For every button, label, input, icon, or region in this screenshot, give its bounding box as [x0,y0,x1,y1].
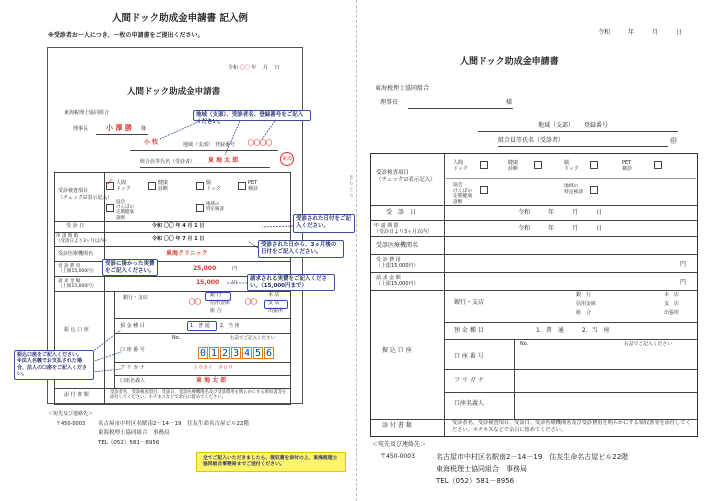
r-kouza-right-note: 右詰でご記入ください [624,342,672,347]
r-bank-label: 銀行・支店 [454,299,485,306]
notice-text: ※受診者お一人につき、一枚の申請書をご提出ください。 [48,32,204,39]
digit-5: 4 [243,348,251,359]
furigana-value: トウカイ タロウ [193,365,233,371]
r-addressee-org: 東海税理士協同組合 [375,85,430,92]
area-value: 小 牧 [144,139,159,146]
digit-1: 0 [199,348,207,359]
jushin-label: 受 診 日 [66,223,85,229]
r-seikyu-label: 請 求 金 額 （上限15,000円） [376,275,419,287]
year-unit: 年 [251,65,257,71]
r-contact-label: ＜宛先及び連絡先＞ [372,441,427,448]
chairman-label: 理事長 [73,126,89,132]
r-seikyu-yen: 円 [680,279,687,286]
furigana-label: フ リ ガ ナ [120,365,145,371]
r-area-label: 地域（支部） [538,122,575,129]
right-page [358,0,709,501]
bank-opt-2: 信用金庫 [210,300,231,306]
member-value: 東 海 太 郎 [208,157,239,164]
branch-opt-1: 本 店 [268,292,280,298]
tenpu-text: 受診者名、受診検査項目、受診日、受診医療機関名及び受診費用を明らかにする領収書等を添付してください。ホチキスなどで余白に留めてください。 [110,390,287,401]
callout-account: 振込口座をご記入ください。 ※法人名義でお支払された場合、法人の口座をご記入ください。 [14,350,94,380]
r-form-table [370,153,698,437]
postal-code: 〒450-0003 [56,421,86,427]
r-checkbox-kyokai[interactable] [480,186,488,194]
r-tenpu-text: 受診者名、受診検査項目、受診日、受診医療機関名及び受診費用を明らかにする領収書等を添付してください。ホチキスなどで余白に留めてください。 [452,420,691,433]
item-pet: PET 検診 [248,180,259,192]
r-shinsei-label: 申 請 期 限 （受診日より3ヶ月以内） [374,223,433,235]
area-label: 地域（支部） [183,142,214,148]
shinsei-value: 令和 〇〇 年 7 月 1 日 [152,236,205,242]
r-checkbox-no[interactable] [590,161,598,169]
day-unit: 日 [274,65,280,71]
telephone: TEL（052）581－8956 [98,440,160,446]
shinsei-label: 申 請 期 限 （受診日より3ヶ月以内） [56,234,109,245]
r-item-chiiki[interactable]: 地域の 特定検診 [564,184,584,195]
r-jushin-date[interactable]: 令和 年 月 日 [518,209,603,216]
digit-4: 3 [232,348,240,359]
addressee-org: 東海税理士協同組合 [64,110,110,116]
r-branch-opt-1[interactable]: 本 店 [664,292,680,298]
example-doc-title: 人間ドック助成金申請書 記入例 [112,13,248,24]
kouza-no-label: No. [172,335,181,341]
r-checkbox-ningen[interactable] [480,161,488,169]
era: 令和 [228,65,239,71]
seikyu-value: 15,000 [196,279,220,286]
check-mark: ✓ [106,178,114,188]
r-yokin-opts[interactable]: 1．普 通 2．当 座 [536,327,610,334]
r-member-label: 組合員等氏名（受診者） [498,137,565,144]
bank-label: 銀行・支店 [123,295,149,301]
r-checkbox-pet[interactable] [654,161,662,169]
r-kouza-no-label: No. [520,341,529,347]
callout-actual-cost: 受診に掛かった実費をご記入ください。 [102,259,158,276]
yokin-circle [187,321,217,331]
r-seal-mark: ㊞ [670,137,677,145]
kouza-right-note: 右詰でご記入ください [230,336,275,341]
callout-area-name-reg: 地域（支部）、受診者名、登録番号をご記入ください。 [193,110,311,121]
r-checkbox-kenko[interactable] [534,161,542,169]
r-item-no[interactable]: 脳 ドック [564,160,579,172]
bank-opt-1: 銀 行 [210,292,222,298]
seikyu-yen: 円 [232,280,238,286]
checkbox-pet[interactable] [238,182,246,190]
checkbox-no[interactable] [196,182,204,190]
final-notice [196,452,346,472]
jushin-value: 令和 〇〇 年 4 月 1 日 [152,223,205,229]
checkbox-kenko[interactable] [148,182,156,190]
callout-jushin-date: 受診された日付をご記入ください。 [293,214,355,233]
item-ningen: 人間 ドック [116,180,131,192]
r-bank-opt-3[interactable]: 組 合 [576,310,592,316]
r-branch-opt-3[interactable]: 出張所 [664,310,680,316]
r-checkbox-chiiki[interactable] [590,186,598,194]
r-furigana-label: フ リ ガ ナ [454,377,484,384]
r-shinsei-date[interactable]: 令和 年 月 日 [518,225,603,232]
r-telephone: TEL（052）581－8956 [436,477,515,485]
r-hiyou-label: 受 診 費 用 （上限15,000円） [376,257,419,269]
callout-claim: 請求される実費をご記入ください。（15,000円まで） [247,274,335,291]
org-office: 東海税理士協同組合 事務局 [98,430,170,436]
r-date-line: 令和 年 月 日 [598,29,683,36]
month-unit: 月 [262,65,268,71]
seikyu-label: 請 求 金 額 （上限15,000円） [58,279,97,290]
r-address: 名古屋市中村区名駅南2－14－19 住友生命名古屋ビル22階 [436,453,629,461]
r-kouza-label: 口 座 番 号 [454,353,484,360]
bank-opt-3: 組 合 [210,308,222,314]
r-chairman-label: 理事長 [380,99,399,106]
item-chiiki: 地域の 特定検診 [206,202,224,213]
item-kenko: 健康 診断 [158,180,169,192]
member-label: 組合員等氏名（受診者） [140,159,196,165]
item-kyokai: 協会 けんぽの 定期健康 診断 [116,200,134,221]
r-furikomi-label: 振 込 口 座 [382,347,412,354]
contact-label: ＜宛先及び連絡先＞ [48,411,94,417]
r-org-office: 東海税理士協同組合 事務局 [436,465,527,473]
kikan-label: 受診医療機関名 [58,251,94,257]
digit-7: 6 [265,348,273,359]
r-item-kyokai[interactable]: 協会 けんぽの 定期健康 診断 [453,183,473,205]
r-bank-opt-2[interactable]: 信用金庫 [576,301,597,307]
hiyou-value: 25,000 [193,265,217,272]
hiyou-yen: 円 [232,266,238,272]
digit-3: 2 [221,348,229,359]
reg-value: 〇〇〇〇 [248,140,273,147]
yokin-opts: 1．普 通 2．当 座 [190,323,240,329]
yokin-label: 預 金 種 目 [120,323,145,329]
branch-circle [264,300,288,309]
r-jushin-label: 受 診 日 [386,209,417,216]
r-reg-label: 登録番号 [584,122,609,129]
r-items-label: 受診検査項目 （チェック☑表示記入） [376,170,436,184]
r-item-ningen[interactable]: 人間 ドック [453,160,468,172]
member-seal: 東海 [280,152,294,166]
branch-opt-3: 出張所 [268,308,284,314]
digit-2: 1 [210,348,218,359]
digit-6: 5 [254,348,262,359]
tenpu-label: 添 付 書 類 [64,392,89,398]
year-value: 〇〇 [239,65,250,71]
r-kikan-label: 受診医療機関名 [376,242,419,249]
branch-value: 〇〇 [245,299,258,306]
chairman-name: 小 澤 勝 [106,124,132,132]
chairman-suffix: 様 [141,126,147,132]
checkbox-chiiki[interactable] [196,204,204,212]
r-meigi-label: 口座名義人 [454,400,485,407]
checkbox-kyokai[interactable] [106,204,114,212]
r-postal-code: 〒450-0003 [380,453,415,460]
r-item-pet[interactable]: PET 検診 [622,160,633,172]
hiyou-label: 受 診 費 用 （上限15,000円） [58,264,97,275]
meigi-label: 口座名義人 [120,378,146,384]
furikomi-label: 振 込 口 座 [64,327,89,333]
address: 名古屋市中村区名駅南2－14－19 住友生命名古屋ビル22階 [98,421,249,427]
kouza-label: 口 座 番 号 [120,347,145,353]
cut-line-note: き り と り [349,176,354,199]
r-tenpu-label: 添 付 書 類 [382,422,412,429]
items-label: 受診検査項目 （チェック☑表示記入） [58,188,113,201]
r-yokin-label: 預 金 種 目 [454,327,484,334]
r-branch-opt-2[interactable]: 支 店 [664,301,680,307]
r-chairman-suffix: 様 [506,99,513,106]
reg-label: 登録番号 [215,142,236,148]
r-form-title: 人間ドック助成金申請書 [460,57,559,67]
form-title: 人間ドック助成金申請書 [127,87,221,97]
callout-deadline: 受診された日から、3ヵ月後の日付をご記入ください。 [258,240,344,258]
final-notice-text: 全てご記入いただきましたら、領収書を添付の上、東海税理士協同組合事務局までご送付ください。 [203,456,338,468]
r-hiyou-yen: 円 [680,261,687,268]
branch-opt-2: 支 店 [268,300,280,306]
meigi-value: 東 海 太 郎 [196,377,227,384]
cut-line [356,0,357,501]
bank-value: 〇〇 [189,299,202,306]
kikan-value: 東海クリニック [166,250,208,257]
bank-circle [205,292,231,301]
r-bank-opt-1[interactable]: 銀 行 [576,292,592,298]
r-item-kenko[interactable]: 健康 診断 [508,160,519,172]
item-no: 脳 ドック [206,180,221,192]
